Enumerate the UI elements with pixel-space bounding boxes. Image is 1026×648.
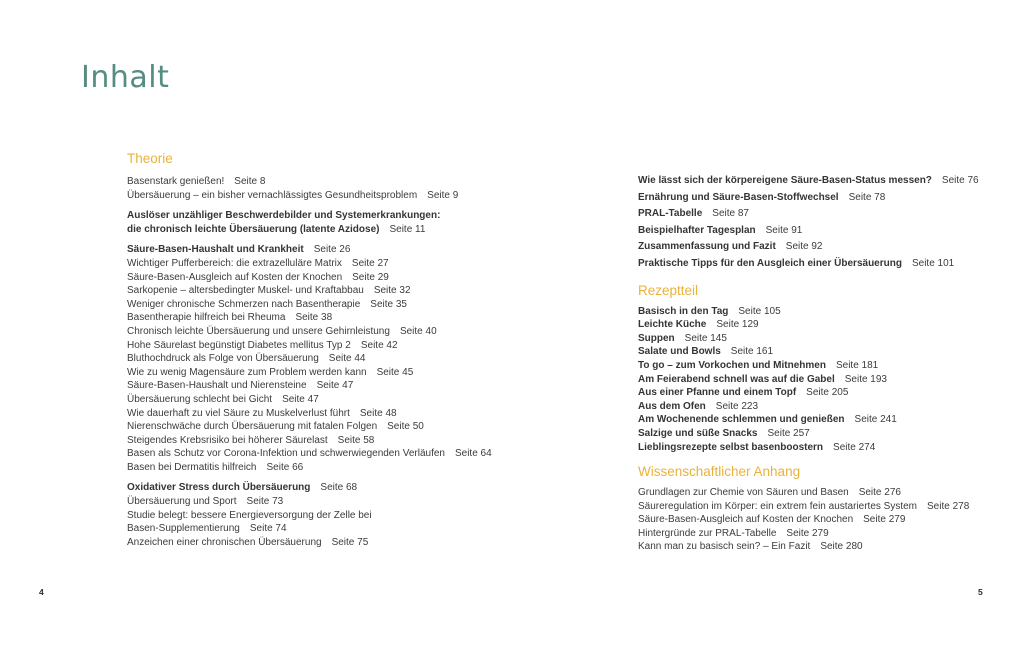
toc-entry-title: Übersäuerung – ein bisher vernachlässigtes Gesundheitsproblem — [127, 189, 418, 201]
toc-entry — [638, 240, 1018, 254]
section-heading: Rezeptteil — [638, 282, 699, 298]
page-ref: Seite 58 — [337, 434, 375, 446]
toc-entry — [638, 386, 1018, 400]
page-number-right: 5 — [978, 587, 983, 597]
toc-entry — [127, 461, 522, 475]
toc-entry-group — [638, 486, 1018, 554]
toc-entry — [638, 373, 1018, 387]
toc-entry — [127, 366, 522, 380]
toc-entry-title: Hohe Säurelast begünstigt Diabetes mellitus Typ 2 — [127, 339, 351, 351]
toc-entry — [638, 359, 1018, 373]
page-ref: Seite 27 — [351, 257, 389, 269]
toc-entry-title: Nierenschwäche durch Übersäuerung mit fatalen Folgen — [127, 421, 378, 433]
page-ref: Seite 205 — [806, 387, 849, 399]
toc-entry — [638, 486, 1018, 500]
toc-entry-title: Zusammenfassung und Fazit — [638, 241, 776, 253]
toc-entry — [638, 441, 1018, 455]
toc-entry-title: PRAL-Tabelle — [638, 208, 703, 220]
toc-entry-group — [638, 191, 1018, 205]
page-ref: Seite 129 — [716, 319, 759, 331]
page-ref: Seite 87 — [712, 208, 749, 220]
page-ref: Seite 47 — [282, 393, 319, 405]
toc-entry — [127, 223, 522, 237]
page-ref: Seite 78 — [848, 191, 886, 203]
toc-entry — [127, 447, 522, 461]
page-ref: Seite 161 — [730, 346, 774, 358]
toc-entry-title: Säure-Basen-Haushalt und Krankheit — [127, 244, 304, 256]
toc-entry-group — [638, 207, 1018, 221]
toc-entry-group — [127, 243, 522, 474]
toc-entry-title: Wie zu wenig Magensäure zum Problem werden kann — [127, 366, 367, 378]
toc-entry-title: Salzige und süße Snacks — [638, 427, 758, 439]
toc-entry-title: To go – zum Vorkochen und Mitnehmen — [638, 359, 826, 371]
toc-entry — [127, 271, 522, 285]
toc-entry — [638, 305, 1018, 319]
toc-entry — [127, 311, 522, 325]
toc-entry — [638, 513, 1018, 527]
toc-entry — [127, 536, 522, 550]
page-title: Inhalt — [81, 60, 170, 95]
toc-entry-title: Aus dem Ofen — [638, 400, 706, 412]
page-ref: Seite 8 — [234, 176, 266, 187]
page-ref: Seite 101 — [911, 257, 955, 269]
toc-entry — [638, 427, 1018, 441]
page-ref: Seite 280 — [820, 541, 863, 553]
page-ref: Seite 9 — [427, 189, 459, 201]
toc-entry-group — [638, 305, 1018, 455]
page-ref: Seite 26 — [313, 244, 351, 256]
page-ref: Seite 223 — [715, 400, 759, 412]
page-ref: Seite 105 — [738, 305, 781, 317]
toc-entry — [127, 325, 522, 339]
toc-entry-title: Beispielhafter Tagesplan — [638, 224, 756, 236]
toc-entry — [127, 175, 522, 189]
toc-entry-title: Basen-Supplementierung — [127, 523, 240, 535]
toc-entry-title: Am Feierabend schnell was auf die Gabel — [638, 373, 835, 385]
toc-section — [638, 174, 1018, 271]
toc-entry — [127, 379, 522, 393]
page-ref: Seite 66 — [266, 461, 304, 473]
toc-entry — [127, 481, 522, 495]
toc-entry-title: Bluthochdruck als Folge von Übersäuerung — [127, 353, 319, 365]
toc-entry-group — [638, 224, 1018, 238]
toc-entry-title: Säure-Basen-Haushalt und Nierensteine — [127, 380, 307, 392]
toc-entry-title: Basisch in den Tag — [638, 305, 729, 317]
page-ref: Seite 241 — [854, 414, 897, 426]
toc-entry — [638, 207, 1018, 221]
page-ref: Seite 92 — [785, 241, 823, 253]
toc-entry-title: Ernährung und Säure-Basen-Stoffwechsel — [638, 191, 839, 203]
toc-section — [638, 464, 1018, 554]
toc-entry-title: Säure-Basen-Ausgleich auf Kosten der Knochen — [638, 514, 854, 526]
page-ref: Seite 48 — [359, 407, 397, 419]
toc-entry-title: Basen als Schutz vor Corona-Infektion und schwerwiegenden Verläufen — [127, 448, 445, 460]
toc-entry-title: Sarkopenie – altersbedingter Muskel- und Kraftabbau — [127, 285, 364, 297]
toc-entry-title: Säure-Basen-Ausgleich auf Kosten der Knochen — [127, 271, 343, 283]
page-ref: Seite 74 — [249, 523, 287, 535]
toc-entry — [127, 393, 522, 407]
toc-column-left — [127, 151, 522, 549]
page-ref: Seite 42 — [360, 339, 398, 351]
toc-entry-title: Übersäuerung schlecht bei Gicht — [127, 393, 273, 405]
section-heading: Wissenschaftlicher Anhang — [638, 464, 801, 480]
toc-entry-title: Leichte Küche — [638, 319, 707, 331]
toc-entry-title: Basen bei Dermatitis hilfreich — [127, 461, 257, 473]
page-ref: Seite 47 — [316, 380, 354, 392]
page-ref: Seite 76 — [941, 175, 979, 186]
toc-entry — [638, 527, 1018, 541]
page-ref: Seite 193 — [844, 373, 887, 385]
toc-entry-title: Wie lässt sich der körpereigene Säure-Basen-Status messen? — [638, 175, 932, 186]
page-ref: Seite 32 — [373, 285, 411, 297]
toc-entry — [638, 318, 1018, 332]
page-ref: Seite 274 — [833, 441, 876, 453]
page-ref: Seite 29 — [352, 271, 389, 283]
toc-entry-title: Wichtiger Pufferbereich: die extrazelluläre Matrix — [127, 257, 342, 269]
toc-entry — [638, 413, 1018, 427]
toc-entry-title: Oxidativer Stress durch Übersäuerung — [127, 482, 311, 494]
section-heading: Theorie — [127, 151, 173, 166]
toc-entry-title: Steigendes Krebsrisiko bei höherer Säurelast — [127, 434, 328, 446]
toc-entry — [127, 352, 522, 366]
toc-entry-group — [638, 257, 1018, 271]
toc-entry — [638, 257, 1018, 271]
toc-entry — [127, 243, 522, 257]
toc-entry — [638, 191, 1018, 205]
toc-entry-title: Lieblingsrezepte selbst basenboostern — [638, 441, 824, 453]
toc-section — [127, 151, 522, 549]
page-ref: Seite 145 — [684, 332, 727, 344]
page-ref: Seite 257 — [767, 427, 810, 439]
toc-entry — [127, 434, 522, 448]
toc-entry — [127, 209, 522, 223]
toc-entry-title: Grundlagen zur Chemie von Säuren und Basen — [638, 487, 849, 499]
toc-entry — [127, 257, 522, 271]
toc-entry — [127, 284, 522, 298]
toc-entry-title: Chronisch leichte Übersäuerung und unsere Gehirnleistung — [127, 325, 390, 337]
page-ref: Seite 278 — [927, 500, 970, 512]
page-ref: Seite 40 — [399, 325, 437, 337]
toc-entry-title: Wie dauerhaft zu viel Säure zu Muskelverlust führt — [127, 407, 350, 419]
toc-entry — [127, 298, 522, 312]
page-ref: Seite 181 — [835, 359, 879, 371]
toc-entry-title: Auslöser unzähliger Beschwerdebilder und Systemerkrankungen: — [127, 210, 441, 222]
toc-entry-title: Suppen — [638, 332, 675, 344]
toc-entry-title: Studie belegt: bessere Energieversorgung der Zelle bei — [127, 509, 372, 521]
toc-entry — [638, 174, 1018, 188]
toc-entry-title: Kann man zu basisch sein? – Ein Fazit — [638, 541, 811, 553]
toc-column-right — [638, 174, 1018, 554]
toc-entry-title: Basenstark genießen! — [127, 176, 225, 187]
toc-entry — [638, 400, 1018, 414]
toc-entry — [638, 540, 1018, 554]
toc-entry-title: Weniger chronische Schmerzen nach Basentherapie — [127, 298, 361, 310]
toc-entry — [638, 224, 1018, 238]
toc-entry — [127, 189, 522, 203]
toc-entry-title: Am Wochenende schlemmen und genießen — [638, 414, 845, 426]
toc-entry — [127, 420, 522, 434]
page-number-left: 4 — [39, 587, 44, 597]
toc-entry-title: Übersäuerung und Sport — [127, 496, 237, 508]
page-ref: Seite 11 — [389, 223, 426, 235]
toc-entry-group — [127, 209, 522, 236]
toc-entry — [127, 339, 522, 353]
page-ref: Seite 279 — [863, 514, 906, 526]
toc-entry — [127, 407, 522, 421]
page-ref: Seite 279 — [786, 527, 829, 539]
page-ref: Seite 276 — [858, 487, 901, 499]
toc-entry-title: Basentherapie hilfreich bei Rheuma — [127, 312, 286, 324]
toc-entry — [638, 332, 1018, 346]
toc-entry-group — [638, 174, 1018, 188]
toc-section — [638, 283, 1018, 455]
toc-entry-title: Aus einer Pfanne und einem Topf — [638, 387, 797, 399]
toc-entry — [638, 345, 1018, 359]
page-ref: Seite 45 — [376, 366, 414, 378]
toc-entry — [127, 522, 522, 536]
page-ref: Seite 38 — [295, 312, 333, 324]
page-ref: Seite 44 — [328, 353, 366, 365]
toc-entry-title: Anzeichen einer chronischen Übersäuerung — [127, 536, 322, 548]
toc-entry — [127, 495, 522, 509]
toc-entry-title: Salate und Bowls — [638, 346, 721, 358]
toc-entry — [127, 509, 522, 523]
toc-entry-group — [638, 240, 1018, 254]
toc-entry — [638, 500, 1018, 514]
page-ref: Seite 64 — [454, 448, 492, 460]
page-ref: Seite 35 — [370, 298, 407, 310]
toc-entry-title: Säureregulation im Körper: ein extrem fein austariertes System — [638, 500, 918, 512]
toc-entry-title: Hintergründe zur PRAL-Tabelle — [638, 527, 777, 539]
toc-entry-group — [127, 175, 522, 202]
page-ref: Seite 50 — [387, 421, 424, 433]
toc-entry-title: Praktische Tipps für den Ausgleich einer Übersäuerung — [638, 257, 902, 269]
page-ref: Seite 91 — [765, 224, 803, 236]
page-ref: Seite 73 — [246, 496, 284, 508]
toc-entry-group — [127, 481, 522, 549]
toc-entry-title: die chronisch leichte Übersäuerung (latente Azidose) — [127, 223, 380, 235]
page-ref: Seite 68 — [320, 482, 358, 494]
page-ref: Seite 75 — [331, 536, 369, 548]
